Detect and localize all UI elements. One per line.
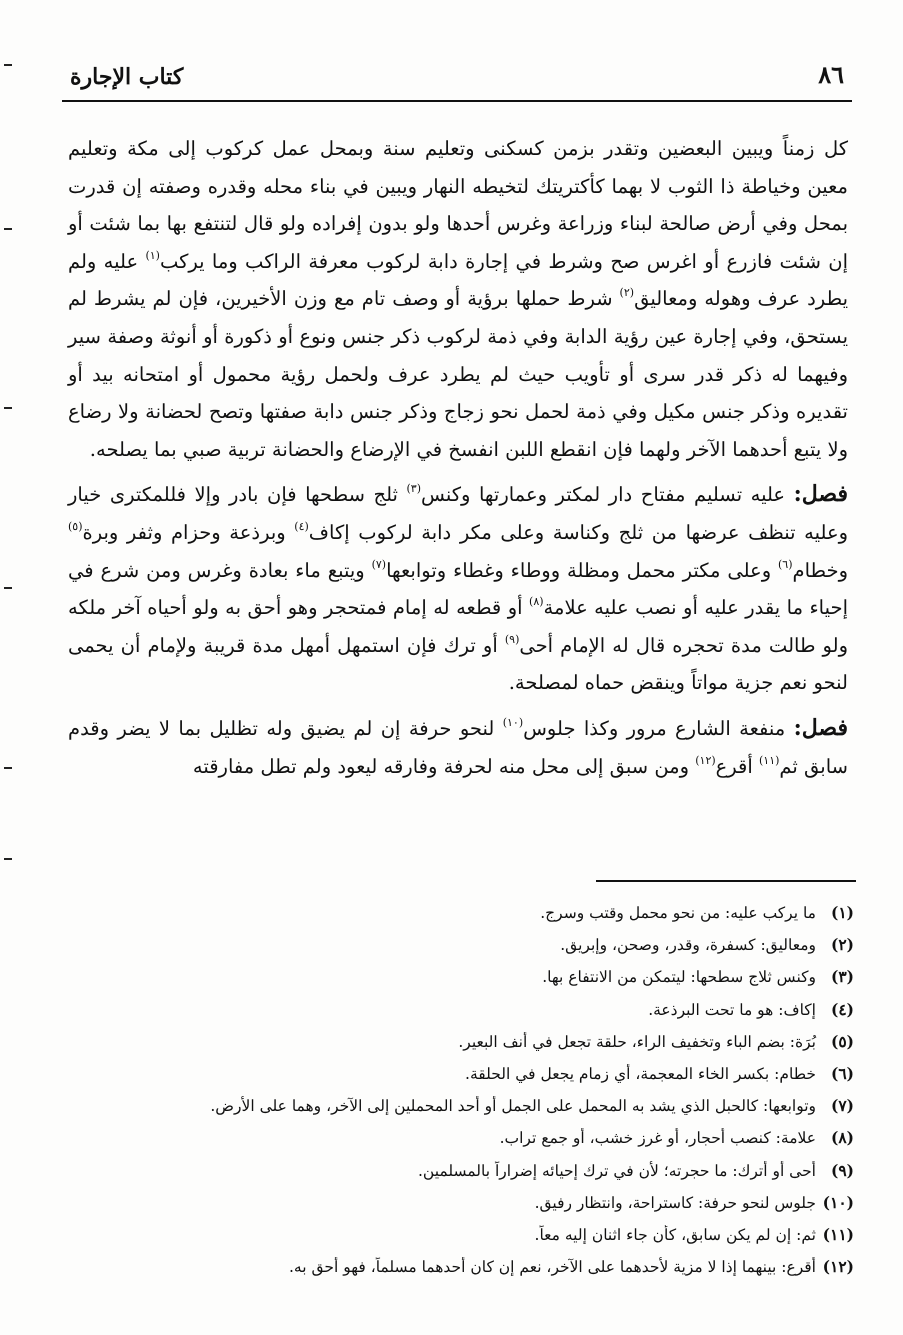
- footnote-text: ما يركب عليه: من نحو محمل وقتب وسرج.: [540, 904, 816, 922]
- text-run: أو ترك فإن استمهل أمهل مدة قريبة ولإمام أن يحمى لنحو نعم جزية مواتاً وينقض حماه لمصلحة.: [68, 633, 848, 695]
- text-run: وعلى مكتر محمل ومظلة ووطاء وغطاء وتوابعها: [386, 558, 778, 582]
- paragraph-3: [68, 710, 848, 785]
- scan-edge-mark: [4, 64, 12, 66]
- footnote-ref: (٣): [406, 482, 421, 496]
- footnote: [100, 903, 860, 935]
- footnote: [100, 1225, 860, 1257]
- footnote-number: (٢): [830, 935, 854, 955]
- footnote-ref: (٤): [294, 519, 309, 533]
- paragraph-2: [68, 476, 848, 702]
- footnote-ref: (١٢): [695, 753, 716, 767]
- text-run: أقرع: [715, 754, 759, 778]
- text-run: منفعة الشارع مرور وكذا جلوس: [523, 716, 794, 740]
- footnote-ref: (٨): [529, 595, 544, 609]
- footnote: [100, 1064, 860, 1096]
- footnote-ref: (٦): [778, 557, 793, 571]
- text-run: شرط حملها برؤية أو وصف تام مع وزن الأخيرين، فإن لم يشرط لم يستحق، وفي إجارة عين رؤية الدابة وفي ذمة لركوب ذكر جنس ونوع أو ذكورة أو أنوثة وصفة سير وفيهما له ذكر قدر سرى أو تأويب حيث لم يطرد عرف ولحمل رؤية محمول أو امتحانه بيد أو تقديره وذكر جنس مكيل وفي ذمة لحمل نحو زجاج وذكر جنس دابة صفتها وتصح لحضانة ولا رضاع ولا يتبع أحدهما الآخر ولهما فإن انقطع اللبن انفسخ في الإرضاع والحضانة تربية صبي بما يصلحه.: [68, 287, 848, 461]
- text-run: لنحو حرفة إن لم يضيق وله تظليل بما لا يضر وقدم سابق ثم: [68, 716, 848, 778]
- text-run: وخطام: [792, 558, 848, 582]
- footnote: [100, 1161, 860, 1193]
- footnote-number: (٤): [830, 999, 854, 1019]
- scan-edge-mark: [4, 407, 12, 409]
- text-run: أو قطعه له إمام فمتحجر وهو أحق به ولو أحياه آخر ملكه ولو طالت مدة تحجره قال له الإمام أحى: [68, 596, 848, 657]
- footnote: [100, 1257, 860, 1289]
- footnote-number: (١١): [822, 1224, 854, 1244]
- footnote-number: (٩): [830, 1160, 854, 1180]
- footnote-text: أحى أو أترك: ما حجرته؛ لأن في ترك إحيائه إضراراً بالمسلمين.: [417, 1161, 816, 1180]
- book-title: كتاب الإجارة: [70, 64, 184, 90]
- scan-edge-mark: [4, 587, 12, 589]
- text-run: ويتبع ماء بعادة وغرس ومن شرع في إحياء ما يقدر عليه أو نصب عليه علامة: [68, 558, 848, 620]
- footnote-ref: (٩): [504, 632, 520, 646]
- footnote-ref: (٧): [371, 557, 387, 571]
- footnote-text: إكاف: هو ما تحت البرذعة.: [648, 1000, 816, 1019]
- footnotes: [100, 903, 860, 1289]
- footnote: [100, 1096, 860, 1128]
- footnote-number: (٥): [830, 1031, 854, 1051]
- text-run: ثلج سطحها فإن بادر وإلا فللمكترى خيار وعليه تنظف عرضها من ثلج وكناسة وعلى مكر دابة لركوب إكاف: [68, 483, 848, 544]
- footnote-text: أقرع: بينهما إذا لا مزية لأحدهما على الآخر، نعم إن كان أحدهما مسلماً، فهو أحق به.: [288, 1258, 816, 1277]
- footnote-ref: (١): [145, 248, 160, 262]
- footnote-text: خطام: بكسر الخاء المعجمة، أي زمام يجعل في الحلقة.: [465, 1064, 816, 1083]
- text-run: وبرذعة وحزام وثفر وبرة: [82, 520, 295, 544]
- footnote: [100, 935, 860, 967]
- footnote-text: جلوس لنحو حرفة: كاستراحة، وانتظار رفيق.: [534, 1193, 816, 1212]
- page-number: ٨٦: [818, 60, 844, 89]
- footnote-ref: (٢): [619, 286, 635, 300]
- footnote: [100, 1032, 860, 1064]
- text-run: عليه ولم يطرد عرف وهوله ومعاليق: [68, 249, 848, 311]
- scan-edge-mark: [4, 858, 12, 860]
- text-run: كل زمناً ويبين البعضين وتقدر بزمن كسكنى وتعليم سنة وبمحل عمل كركوب إلى مكة وتعليم معين وخياطة ذا الثوب لا بهما كأكتريتك لتخيطه النهار ويبين في بناء محله وقدره وصفته إن قدرت بمحل وفي أرض صالحة لبناء وزراعة وغرس أحدها ولو بدون إفراده ولو قال لتنتفع بها بما شئت أو إن شئت فازرع أو اغرس صح وشرط في إجارة دابة لركوب معرفة الراكب وما يركب: [68, 137, 849, 273]
- footnote: [100, 1193, 860, 1225]
- page-header: [62, 58, 852, 98]
- footnote-text: علامة: كنصب أحجار، أو غرز خشب، أو جمع تراب.: [499, 1129, 816, 1148]
- text-run: ومن سبق إلى محل منه لحرفة وفارقه ليعود ولم تطل مفارقته: [192, 754, 696, 778]
- footnote-number: (٧): [830, 1096, 854, 1116]
- footnote-number: (١٠): [822, 1192, 854, 1212]
- footnote: [100, 1128, 860, 1160]
- footnote-number: (١٢): [822, 1257, 854, 1277]
- scan-edge-mark: [4, 228, 12, 230]
- footnote-number: (٦): [830, 1063, 854, 1083]
- footnote: [100, 1000, 860, 1032]
- footnote: [100, 967, 860, 999]
- footnote-ref: (٥): [68, 519, 83, 533]
- section-heading: فصل:: [793, 481, 848, 508]
- footnote-text: ثم: إن لم يكن سابق، كأن جاء اثنان إليه معاً.: [534, 1225, 816, 1244]
- footnote-number: (٨): [830, 1128, 854, 1148]
- footnote-text: وكنس ثلاج سطحها: ليتمكن من الانتفاع بها.: [542, 968, 816, 987]
- header-rule: [62, 100, 852, 102]
- footnotes-rule: [596, 880, 856, 882]
- footnote-text: ومعاليق: كسفرة، وقدر، وصحن، وإبريق.: [560, 936, 816, 955]
- footnote-number: (١): [830, 903, 854, 922]
- footnote-text: بُرَة: بضم الباء وتخفيف الراء، حلقة تجعل في أنف البعير.: [458, 1032, 816, 1051]
- main-text: [68, 130, 848, 793]
- footnote-ref: (١١): [759, 753, 780, 767]
- section-heading: فصل:: [793, 714, 848, 741]
- footnote-ref: (١٠): [502, 715, 524, 729]
- text-run: عليه تسليم مفتاح دار لمكتر وعمارتها وكنس: [421, 483, 794, 507]
- scan-edge-mark: [4, 767, 12, 769]
- footnote-text: وتوابعها: كالحبل الذي يشد به المحمل على الجمل أو أحد المحملين إلى الآخر، وهما على الأرض.: [210, 1097, 816, 1116]
- footnote-number: (٣): [830, 967, 854, 987]
- paragraph-1: [68, 130, 848, 468]
